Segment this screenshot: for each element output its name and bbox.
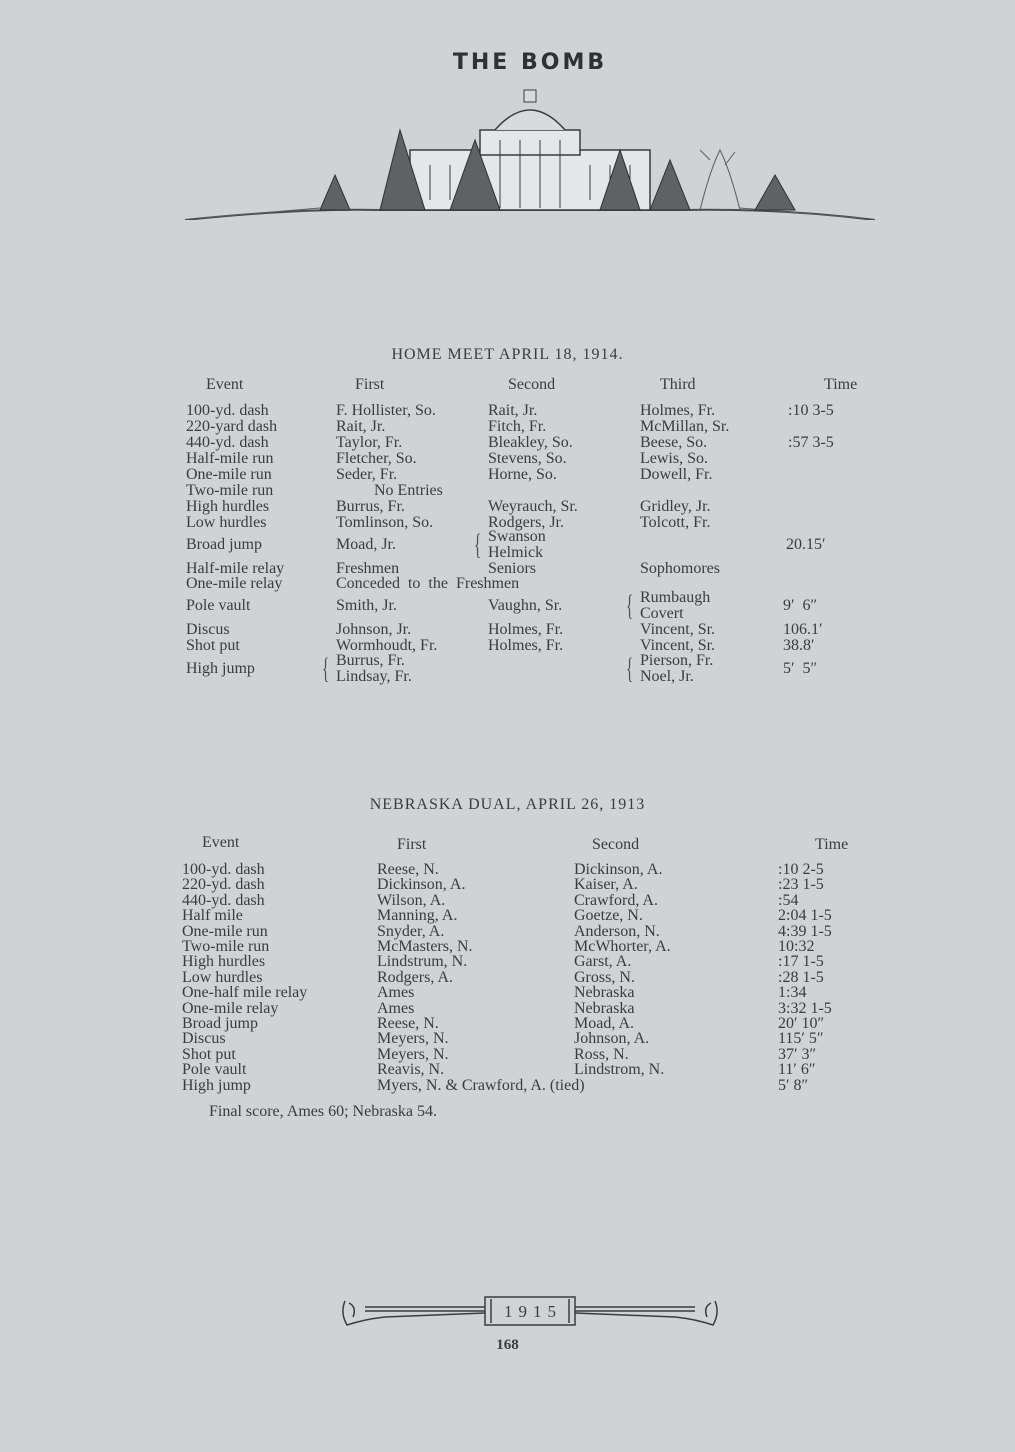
final-score: Final score, Ames 60; Nebraska 54. <box>209 1103 437 1120</box>
time-cell: 9′ 6″ <box>783 597 818 614</box>
time-cell: 5′ 8″ <box>778 1076 809 1094</box>
event-cell: One-mile relay <box>182 999 279 1017</box>
event-cell: One-mile run <box>186 466 272 483</box>
first-cell: Johnson, Jr. <box>336 621 412 638</box>
second-cell: Fitch, Fr. <box>488 418 547 435</box>
first-cell: Freshmen <box>336 560 400 577</box>
brace-icon: { <box>626 652 634 685</box>
second-cell: Stevens, So. <box>488 450 567 467</box>
second-cell: Rodgers, Jr. <box>488 514 564 531</box>
time-cell: :17 1-5 <box>778 953 824 971</box>
event-cell: Low hurdles <box>186 514 267 531</box>
footer-year: 1915 <box>504 1302 562 1321</box>
second-cell: Weyrauch, Sr. <box>488 498 578 515</box>
first-cell: Reese, N. <box>377 1015 439 1032</box>
event-cell: 100-yd. dash <box>182 861 265 878</box>
event-cell: Shot put <box>186 637 240 654</box>
second-cell: Seniors <box>488 560 536 577</box>
time-cell: 115′ 5″ <box>778 1030 824 1048</box>
third-cell: Vincent, Sr. <box>640 637 716 654</box>
brace-icon: { <box>322 652 330 685</box>
second-cell: Goetze, N. <box>574 907 643 925</box>
first-cell: Meyers, N. <box>377 1045 449 1063</box>
first-cell: McMasters, N. <box>377 938 473 955</box>
second-cell: Swanson <box>488 528 546 545</box>
second-cell: Moad, A. <box>574 1015 634 1032</box>
event-cell: One-mile relay <box>186 575 283 592</box>
second-cell: Ross, N. <box>574 1045 629 1063</box>
time-cell: 3:32 1-5 <box>778 999 832 1017</box>
event-cell: Half-mile run <box>186 450 274 467</box>
third-cell: Sophomores <box>640 560 720 577</box>
event-cell: 440-yd. dash <box>186 434 269 451</box>
event-cell: High jump <box>186 660 255 677</box>
col-header-second: Second <box>592 836 640 853</box>
page-number: 168 <box>496 1337 519 1353</box>
time-cell: 10:32 <box>778 938 815 955</box>
event-cell: 440-yd. dash <box>182 891 265 909</box>
third-cell: Covert <box>640 605 684 622</box>
time-cell: 106.1′ <box>783 621 823 638</box>
col-header-time: Time <box>824 376 858 393</box>
first-cell: Lindstrum, N. <box>377 953 468 971</box>
second-cell: Helmick <box>488 544 544 561</box>
event-cell: Pole vault <box>182 1061 247 1079</box>
first-cell: Lindsay, Fr. <box>336 668 412 685</box>
event-cell: Broad jump <box>182 1015 258 1032</box>
second-cell: Garst, A. <box>574 953 632 971</box>
first-cell: No Entries <box>374 482 443 499</box>
second-cell: Holmes, Fr. <box>488 637 564 654</box>
second-cell: McWhorter, A. <box>574 938 671 955</box>
first-cell: Ames <box>377 999 415 1017</box>
event-cell: High hurdles <box>186 498 270 515</box>
event-cell: Two-mile run <box>182 938 270 955</box>
event-cell: Half-mile relay <box>186 560 285 577</box>
first-cell: Tomlinson, So. <box>336 514 434 531</box>
first-cell: Snyder, A. <box>377 922 445 940</box>
col-header-third: Third <box>660 376 696 393</box>
third-cell: Tolcott, Fr. <box>640 514 711 531</box>
first-cell: Moad, Jr. <box>336 536 396 553</box>
third-cell: Lewis, So. <box>640 450 708 467</box>
first-cell: Taylor, Fr. <box>336 434 403 451</box>
second-cell: Johnson, A. <box>574 1030 650 1048</box>
third-cell: Gridley, Jr. <box>640 498 711 515</box>
event-cell: Pole vault <box>186 597 251 614</box>
second-cell: Lindstrom, N. <box>574 1061 665 1079</box>
event-cell: Low hurdles <box>182 968 263 986</box>
first-cell: Dickinson, A. <box>377 876 466 894</box>
time-cell: :54 <box>778 891 799 909</box>
first-cell: Burrus, Fr. <box>336 498 405 515</box>
first-cell: Wilson, A. <box>377 891 446 909</box>
second-cell: Anderson, N. <box>574 922 660 940</box>
first-cell: Rodgers, A. <box>377 968 453 986</box>
time-cell: :57 3-5 <box>788 434 834 451</box>
second-cell: Horne, So. <box>488 466 557 483</box>
time-cell: :10 3-5 <box>788 402 834 419</box>
col-header-first: First <box>355 376 385 393</box>
event-cell: Shot put <box>182 1045 236 1063</box>
second-cell: Vaughn, Sr. <box>488 597 563 614</box>
time-cell: 20′ 10″ <box>778 1015 825 1032</box>
second-cell: Crawford, A. <box>574 891 658 909</box>
time-cell: 11′ 6″ <box>778 1061 816 1079</box>
third-cell: McMillan, Sr. <box>640 418 730 435</box>
col-header-second: Second <box>508 376 556 393</box>
footer-ornament <box>335 1293 725 1333</box>
first-cell: Conceded to the Freshmen <box>336 575 520 592</box>
first-cell: Meyers, N. <box>377 1030 449 1048</box>
first-cell: Ames <box>377 984 415 1002</box>
time-cell: 20.15′ <box>786 536 826 553</box>
second-cell: Nebraska <box>574 984 635 1002</box>
third-cell: Holmes, Fr. <box>640 402 716 419</box>
event-cell: Discus <box>182 1030 226 1048</box>
first-cell: Wormhoudt, Fr. <box>336 637 438 654</box>
event-cell: Two-mile run <box>186 482 274 499</box>
second-cell: Holmes, Fr. <box>488 621 564 638</box>
masthead-title: THE BOMB <box>452 50 608 75</box>
event-cell: High hurdles <box>182 953 266 971</box>
event-cell: Discus <box>186 621 230 638</box>
third-cell: Vincent, Sr. <box>640 621 716 638</box>
first-cell: Myers, N. & Crawford, A. (tied) <box>377 1076 585 1094</box>
first-cell: Reavis, N. <box>377 1061 445 1079</box>
first-cell: Reese, N. <box>377 861 439 878</box>
col-header-time: Time <box>815 836 849 853</box>
time-cell: 2:04 1-5 <box>778 907 832 925</box>
nebraska-dual-title: NEBRASKA DUAL, APRIL 26, 1913 <box>369 796 646 813</box>
first-cell: Smith, Jr. <box>336 597 397 614</box>
event-cell: High jump <box>182 1076 251 1094</box>
first-cell: Manning, A. <box>377 907 458 925</box>
time-cell: :10 2-5 <box>778 861 824 878</box>
third-cell: Pierson, Fr. <box>640 652 714 669</box>
col-header-event: Event <box>202 834 240 851</box>
third-cell: Rumbaugh <box>640 589 711 606</box>
second-cell: Gross, N. <box>574 968 635 986</box>
second-cell: Rait, Jr. <box>488 402 538 419</box>
event-cell: One-half mile relay <box>182 984 308 1002</box>
first-cell: Rait, Jr. <box>336 418 386 435</box>
col-header-first: First <box>397 836 427 853</box>
event-cell: Broad jump <box>186 536 262 553</box>
time-cell: 37′ 3″ <box>778 1045 817 1063</box>
third-cell: Dowell, Fr. <box>640 466 713 483</box>
time-cell: 38.8′ <box>783 637 815 654</box>
second-cell: Nebraska <box>574 999 635 1017</box>
event-cell: One-mile run <box>182 922 268 940</box>
event-cell: 220-yd. dash <box>182 876 265 894</box>
third-cell: Noel, Jr. <box>640 668 694 685</box>
time-cell: :28 1-5 <box>778 968 824 986</box>
event-cell: Half mile <box>182 907 243 925</box>
time-cell: :23 1-5 <box>778 876 824 894</box>
event-cell: 220-yard dash <box>186 418 278 435</box>
second-cell: Kaiser, A. <box>574 876 638 894</box>
first-cell: F. Hollister, So. <box>336 402 436 419</box>
first-cell: Burrus, Fr. <box>336 652 405 669</box>
time-cell: 4:39 1-5 <box>778 922 832 940</box>
brace-icon: { <box>626 589 634 622</box>
first-cell: Seder, Fr. <box>336 466 398 483</box>
home-meet-title: HOME MEET APRIL 18, 1914. <box>391 346 624 363</box>
col-header-event: Event <box>206 376 244 393</box>
event-cell: 100-yd. dash <box>186 402 269 419</box>
third-cell: Beese, So. <box>640 434 708 451</box>
second-cell: Dickinson, A. <box>574 861 663 878</box>
brace-icon: { <box>474 528 482 561</box>
first-cell: Fletcher, So. <box>336 450 417 467</box>
second-cell: Bleakley, So. <box>488 434 573 451</box>
time-cell: 1:34 <box>778 984 807 1002</box>
time-cell: 5′ 5″ <box>783 660 818 677</box>
